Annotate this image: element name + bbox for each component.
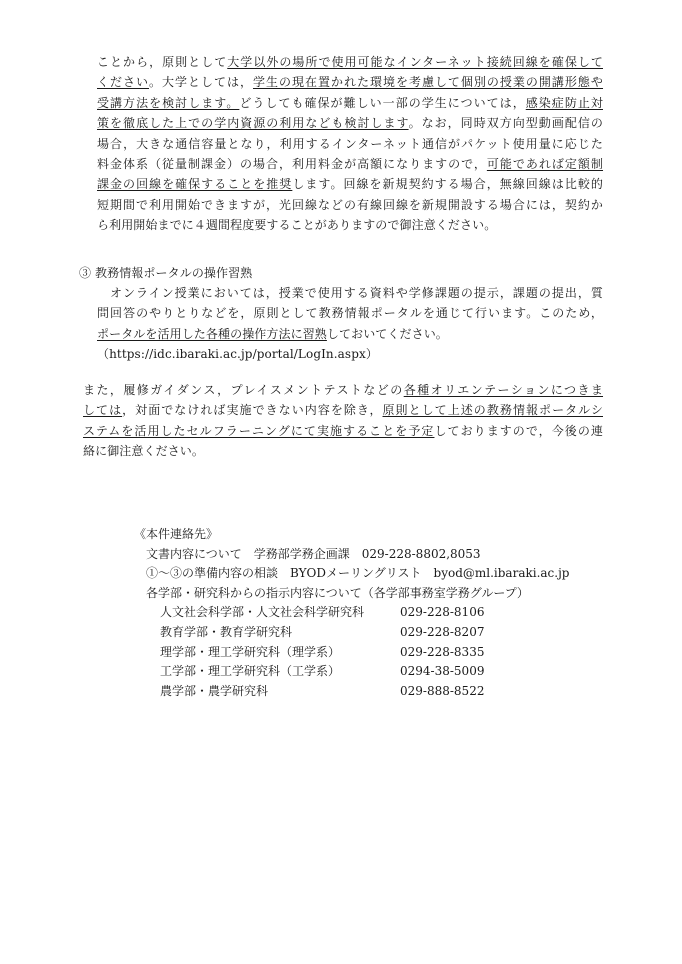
underlined-text: ステムを活用したセルフラーニングにて実施することを予定 (83, 423, 435, 438)
connection-paragraph (83, 52, 603, 236)
text-segment: 短期間で利用開始できますが，光回線などの有線回線を新規開設する場合には，契約か (97, 197, 603, 212)
text-line (83, 421, 603, 441)
contact-block (128, 525, 608, 701)
text-line (83, 113, 603, 133)
prep-inquiry-line: ①～③の準備内容の相談 BYODメーリングリスト byod@ml.ibaraki.ac.jp (146, 566, 570, 581)
text-segment: （https://idc.ibaraki.ac.jp/portal/LogIn.aspx） (97, 347, 378, 362)
underlined-text: 原則として上述の教務情報ポータルシ (382, 403, 603, 418)
text-segment: しておりますので，今後の連 (434, 423, 604, 438)
text-line (83, 283, 603, 303)
text-line (83, 215, 603, 235)
department-row (128, 643, 608, 663)
text-line (83, 441, 603, 461)
text-segment: また，履修ガイダンス，プレイスメントテストなどの (83, 383, 404, 397)
department-name: 工学部・理工学研究科（工学系） (160, 664, 341, 679)
text-segment: オンライン授業においては，授業で使用する資料や学修課題の提示，課題の提出，質 (97, 286, 603, 300)
text-line (83, 195, 603, 215)
text-segment: ことから，原則として (97, 55, 228, 69)
underlined-text: 各種オリエンテーションにつきま (403, 383, 604, 397)
section-3-heading (79, 263, 599, 283)
text-segment: 絡に御注意ください。 (83, 444, 205, 459)
section-heading-text: ③ 教務情報ポータルの操作習熟 (79, 266, 253, 280)
text-line (83, 52, 603, 72)
underlined-text: 大学以外の場所で使用可能なインターネット接続回線を確保して (227, 55, 603, 69)
text-segment: ら利用開始までに４週間程度要することがありますので御注意ください。 (97, 218, 497, 233)
text-line (83, 174, 603, 194)
contact-title: 《本件連絡先》 (134, 527, 219, 541)
department-phone: 029-888-8522 (400, 683, 485, 698)
text-line (83, 303, 603, 323)
department-name: 教育学部・教育学研究科 (160, 624, 293, 639)
underlined-text: ください (97, 75, 149, 90)
orientation-paragraph (83, 380, 603, 462)
text-segment: しておいてください。 (326, 326, 448, 341)
dept-heading-line: 各学部・研究科からの指示内容について（各学部事務室学務グループ） (146, 585, 529, 600)
portal-paragraph (83, 283, 603, 365)
underlined-text: 学生の現在置かれた環境を考慮して個別の授業の開講形態や (252, 75, 604, 90)
department-name: 理学部・理工学研究科（理学系） (160, 644, 341, 659)
department-phone: 029-228-8335 (400, 644, 485, 659)
department-phone: 0294-38-5009 (400, 664, 485, 679)
underlined-text: 策を徹底した上での学内資源の利用なども検討します (97, 116, 409, 131)
text-line (83, 400, 603, 420)
underlined-text: ポータルを活用した各種の操作方法に習熟 (97, 326, 327, 341)
department-row (128, 623, 608, 643)
text-segment: します。回線を新規契約する場合，無線回線は比較的 (292, 177, 603, 192)
text-segment: ，対面でなければ実施できない内容を除き， (122, 403, 383, 418)
department-row (128, 682, 608, 702)
text-line (83, 93, 603, 113)
department-list (128, 603, 608, 701)
underlined-text: 課金の回線を確保することを推奨 (97, 177, 293, 192)
text-segment: 料金体系（従量制課金）の場合，利用料金が高額になりますので， (97, 156, 487, 171)
text-segment: どうしても確保が難しい一部の学生については， (239, 95, 526, 110)
underlined-text: しては (83, 403, 123, 418)
text-line (83, 324, 603, 344)
department-row (128, 603, 608, 623)
text-line (83, 380, 603, 400)
department-name: 農学部・農学研究科 (160, 683, 269, 698)
doc-inquiry-line: 文書内容について 学務部学務企画課 029-228-8802,8053 (146, 546, 481, 561)
underlined-text: 受講方法を検討します。 (97, 95, 240, 110)
text-line (83, 72, 603, 92)
text-line (83, 154, 603, 174)
text-segment: 。なお，同時双方向型動画配信の (408, 116, 603, 131)
department-phone: 029-228-8207 (400, 624, 485, 639)
text-segment: 。大学としては， (149, 75, 253, 90)
text-line (83, 344, 603, 364)
text-segment: 問回答のやりとりなどを，原則として教務情報ポータルを通じて行います。このため， (97, 306, 603, 321)
text-segment: 場合，大きな通信容量となり，利用するインターネット通信がパケット使用量に応じた (97, 136, 603, 151)
department-name: 人文社会科学部・人文社会科学研究科 (160, 605, 365, 620)
department-phone: 029-228-8106 (400, 605, 485, 620)
underlined-text: 可能であれば定額制 (486, 156, 604, 171)
text-line (83, 134, 603, 154)
department-row (128, 662, 608, 682)
underlined-text: 感染症防止対 (525, 95, 603, 110)
